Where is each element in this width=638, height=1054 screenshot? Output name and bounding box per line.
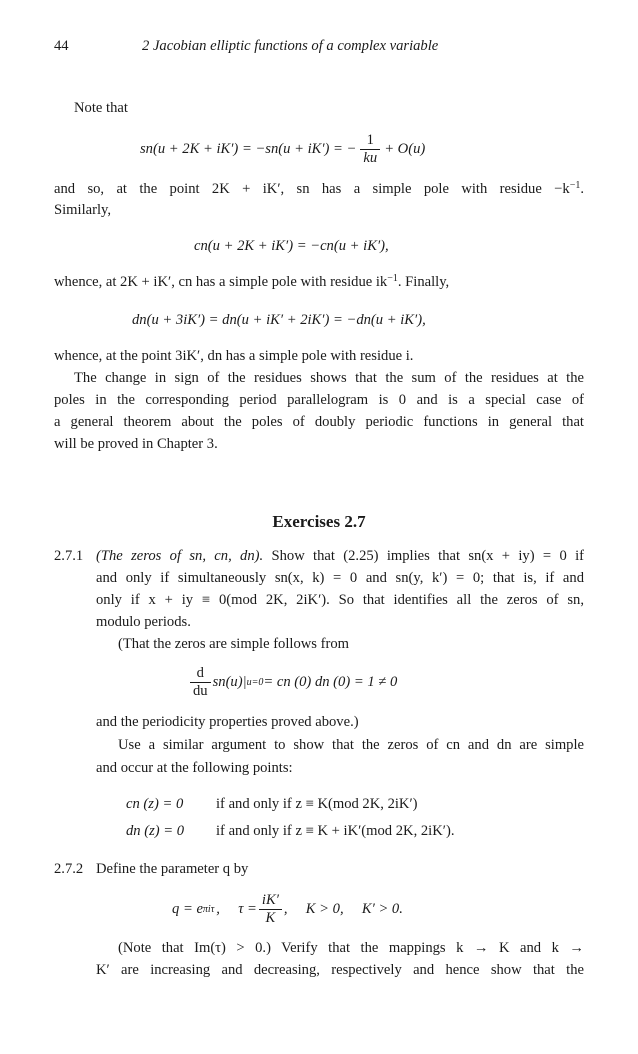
ex1-line1 xyxy=(96,548,584,565)
para1-superscript: −1 xyxy=(569,180,581,191)
cn-zero-lhs: cn (z) = 0 xyxy=(126,796,184,812)
equation-sn-pole xyxy=(140,128,425,170)
equation-derivative xyxy=(190,660,397,704)
equation-cn-pole: cn(u + 2K + iK′) = −cn(u + iK′), xyxy=(194,238,389,254)
q-eq-rest: , K > 0, K′ > 0. xyxy=(283,900,403,917)
note-that-text: Note that xyxy=(74,100,128,116)
q-lhs: q = e xyxy=(172,900,203,917)
para2-end: . Finally, xyxy=(397,274,450,290)
running-title: 2 Jacobian elliptic functions of a complex variable xyxy=(142,38,439,54)
q-exponent: πiτ xyxy=(202,903,215,915)
ex1-line4: modulo periods. xyxy=(96,614,191,630)
para3-line5: will be proved in Chapter 3. xyxy=(54,436,218,452)
derivative-denominator: du xyxy=(193,682,208,699)
eq1-fraction xyxy=(360,132,380,167)
ex2-line3: K′ are increasing and decreasing, respectively and hence show that the xyxy=(96,962,584,978)
ex1-title: (The zeros of sn, cn, dn). xyxy=(96,548,264,564)
ex1-line7: Use a similar argument to show that the zeros of cn and dn are simple xyxy=(118,737,584,753)
para2-text: whence, at 2K + iK′, cn has a simple pole with residue ik xyxy=(54,274,388,290)
tau-lhs: , τ = xyxy=(216,900,257,917)
exercise-number-2-7-1: 2.7.1 xyxy=(54,548,84,564)
eq1-numerator: 1 xyxy=(360,132,380,150)
para1-text: and so, at the point 2K + iK′, sn has a simple pole with residue −k xyxy=(54,181,570,197)
equation-dn-pole: dn(u + 3iK′) = dn(u + iK′ + 2iK′) = −dn(u + iK′), xyxy=(132,312,426,328)
exercise-number-2-7-2: 2.7.2 xyxy=(54,861,84,877)
para1-line2: Similarly, xyxy=(54,202,112,218)
derivative-rest: = cn (0) dn (0) = 1 ≠ 0 xyxy=(263,673,398,690)
ex1-line5: (That the zeros are simple follows from xyxy=(118,636,349,652)
ex1-line1-rest: Show that (2.25) implies that sn(x + iy) = 0 if xyxy=(263,548,584,564)
ex2-line1-text: Define the parameter q by xyxy=(96,861,249,877)
equation-q-parameter xyxy=(172,886,403,932)
tau-denominator: K xyxy=(265,909,276,926)
para3-line4: a general theorem about the poles of doubly periodic functions in general that xyxy=(54,414,584,430)
ex2-line2: (Note that Im(τ) > 0.) Verify that the mappings k → K and k → xyxy=(118,940,584,956)
dn-zero-rhs: if and only if z ≡ K + iK′(mod 2K, 2iK′). xyxy=(216,823,455,839)
para2-line xyxy=(54,273,449,291)
para1-end: . xyxy=(580,181,584,197)
eq1-rhs: + O(u) xyxy=(384,140,426,157)
para3-line2: The change in sign of the residues shows that the sum of the residues at the xyxy=(74,370,584,386)
tau-numerator: iK′ xyxy=(259,892,282,910)
ex1-line3: only if x + iy ≡ 0(mod 2K, 2iK′). So that identifies all the zeros of sn, xyxy=(96,592,584,608)
derivative-numerator: d xyxy=(190,665,211,683)
page-number: 44 xyxy=(54,38,69,54)
ex1-line6: and the periodicity properties proved above.) xyxy=(96,714,359,730)
derivative-fraction xyxy=(190,665,211,700)
ex1-line2: and only if simultaneously sn(x, k) = 0 and sn(y, k′) = 0; that is, if and xyxy=(96,570,584,586)
para3-line1: whence, at the point 3iK′, dn has a simple pole with residue i. xyxy=(54,348,414,364)
cn-zero-rhs: if and only if z ≡ K(mod 2K, 2iK′) xyxy=(216,796,418,812)
derivative-main: sn(u)| xyxy=(212,673,247,690)
para3-line3: poles in the corresponding period parallelogram is 0 and is a special case of xyxy=(54,392,584,408)
ex1-line8: and occur at the following points: xyxy=(96,760,293,776)
exercises-heading: Exercises 2.7 xyxy=(272,512,366,531)
eq1-denominator: ku xyxy=(363,149,378,166)
para1-line1 xyxy=(54,180,584,198)
derivative-subscript: u=0 xyxy=(246,676,264,688)
tau-fraction xyxy=(259,892,282,927)
ex2-line1 xyxy=(96,861,248,878)
dn-zero-lhs: dn (z) = 0 xyxy=(126,823,185,839)
para2-superscript: −1 xyxy=(387,273,398,284)
eq1-lhs: sn(u + 2K + iK′) = −sn(u + iK′) = − xyxy=(140,140,357,157)
